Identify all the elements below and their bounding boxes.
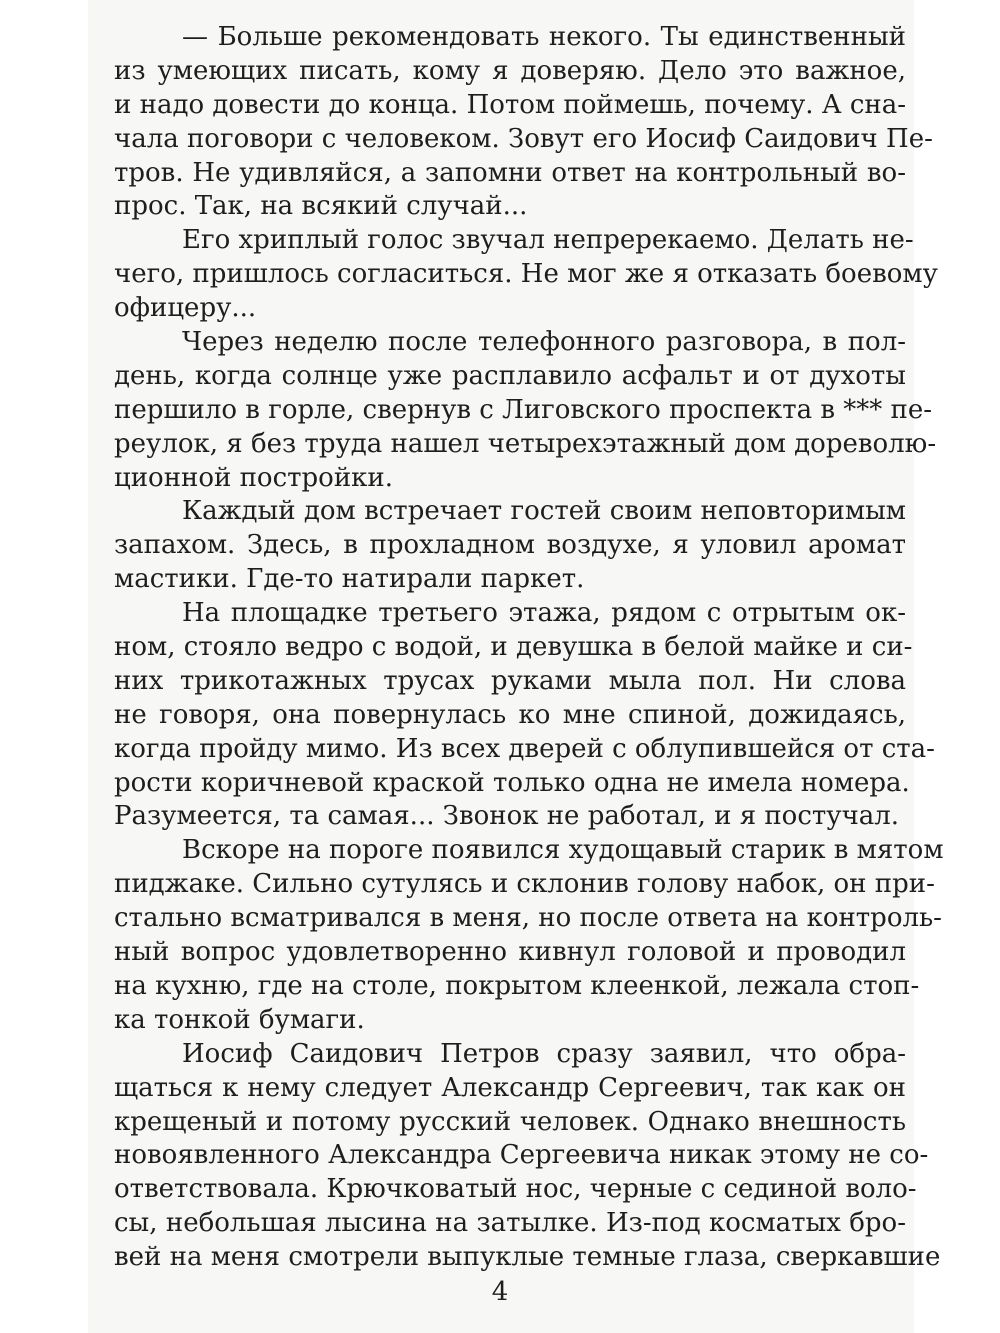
body-text [114,21,944,1275]
text-line: стально всматривался в меня, но после ответа на контроль- [114,903,942,934]
text-line: мастики. Где-то натирали паркет. [114,564,585,595]
paragraph [114,495,906,597]
text-line: ном, стояло ведро с водой, и девушка в белой майке и си- [114,632,913,663]
text-line: Через неделю после телефонного разговора, в пол- [182,327,906,358]
text-line: когда пройду мимо. Из всех дверей с облупившейся от ста- [114,733,935,764]
text-line: Его хриплый голос звучал непререкаемо. Делать не- [182,225,914,256]
text-line: крещеный и потому русский человек. Однако внешность [114,1106,906,1137]
paragraph [114,1038,941,1275]
text-line: тров. Не удивляйся, а запомни ответ на контрольный во- [114,157,906,188]
text-line: сы, небольшая лысина на затылке. Из-под косматых бро- [114,1208,906,1239]
text-line: рости коричневой краской только одна не имела номера. [114,767,910,798]
text-line: вей на меня смотрели выпуклые темные глаза, сверкавшие [114,1242,941,1273]
paragraph [114,224,938,326]
paragraph [114,834,944,1037]
text-line: офицеру... [114,293,257,324]
paragraph [114,326,937,495]
text-line: на кухню, где на столе, покрытом клеенкой, лежала стоп- [114,970,920,1001]
text-line: прос. Так, на всякий случай... [114,191,528,222]
text-line: день, когда солнце уже расплавило асфальт и от духоты [114,360,906,391]
text-line: щаться к нему следует Александр Сергеевич, так как он [114,1072,906,1103]
text-line: новоявленного Александра Сергеевича никак этому не со- [114,1140,929,1171]
text-line: чего, пришлось согласиться. Не мог же я отказать боевому [114,259,938,290]
text-line: — Больше рекомендовать некого. Ты единственный [182,22,906,52]
text-line: ционной постройки. [114,462,394,493]
text-line: из умеющих писать, кому я доверяю. Дело это важное, [114,55,906,86]
text-line: пиджаке. Сильно сутулясь и склонив голову набок, он при- [114,869,935,900]
text-line: Иосиф Саидович Петров сразу заявил, что обра- [182,1038,906,1069]
text-line: першило в горле, свернув с Лиговского проспекта в *** пе- [114,394,933,425]
page-number: 4 [491,1277,509,1307]
text-line: реулок, я без труда нашел четырехэтажный дом дореволю- [114,428,937,459]
text-line: и надо довести до конца. Потом поймешь, почему. А сна- [114,89,906,120]
paragraph [114,21,933,224]
book-page [88,0,944,1333]
text-line: На площадке третьего этажа, рядом с отрытым ок- [182,598,906,629]
text-line: не говоря, она повернулась ко мне спиной, дожидаясь, [114,699,906,730]
text-line: ка тонкой бумаги. [114,1004,365,1035]
text-line: Вскоре на пороге появился худощавый старик в мятом [182,835,944,866]
text-line: Разумеется, та самая... Звонок не работал, и я постучал. [114,801,900,832]
text-line: запахом. Здесь, в прохладном воздухе, я уловил аромат [114,530,906,561]
text-line: чала поговори с человеком. Зовут его Иосиф Саидович Пе- [114,123,933,154]
text-line: ный вопрос удовлетворенно кивнул головой и проводил [114,937,906,968]
text-line: Каждый дом встречает гостей своим неповторимым [182,496,906,527]
text-line: них трикотажных трусах руками мыла пол. Ни слова [114,665,906,696]
text-line: ответствовала. Крючковатый нос, черные с сединой воло- [114,1174,917,1205]
paragraph [114,597,935,834]
